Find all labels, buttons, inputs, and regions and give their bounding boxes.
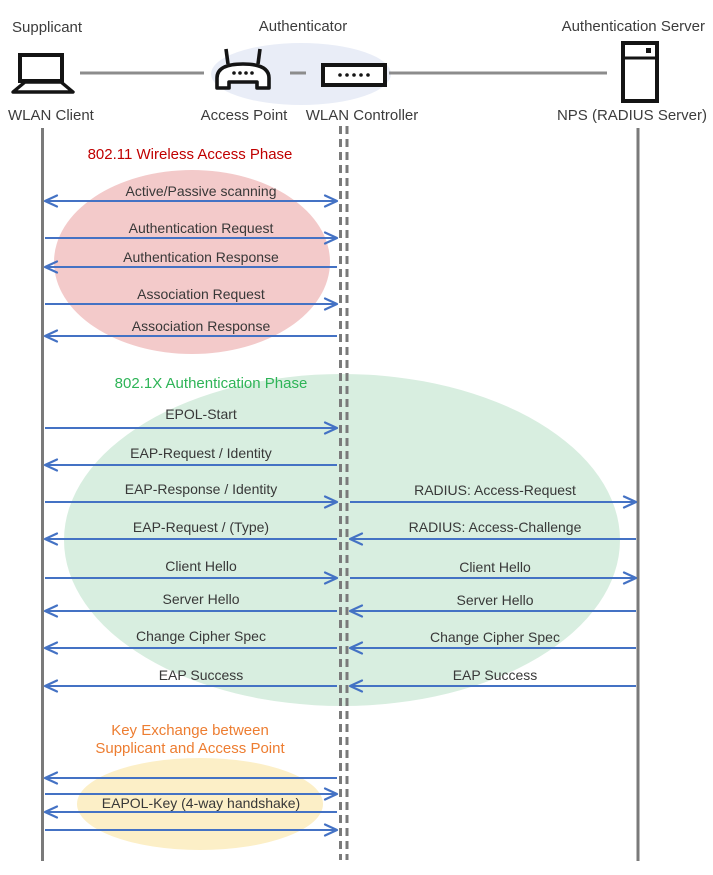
server-icon: [620, 41, 660, 103]
message-label: EAP-Request / Identity: [130, 445, 272, 461]
access-point-icon: [212, 46, 274, 92]
device-label-wlan-client: WLAN Client: [8, 107, 94, 124]
message-label: EAPOL-Key (4-way handshake): [101, 795, 301, 811]
laptop-icon: [10, 53, 76, 95]
message-label: EAP-Request / (Type): [132, 519, 270, 535]
message-label: Server Hello: [456, 592, 534, 608]
message-label: EAP-Response / Identity: [124, 481, 278, 497]
phase2-title: 802.1X Authentication Phase: [114, 375, 308, 392]
message-label: Authentication Request: [128, 220, 274, 236]
role-label-authenticator: Authenticator: [258, 18, 348, 35]
message-label: Association Request: [137, 286, 265, 302]
message-label: Client Hello: [165, 558, 237, 574]
message-label: RADIUS: Access-Request: [414, 482, 576, 498]
device-label-access-point: Access Point: [200, 107, 288, 124]
message-label: RADIUS: Access-Challenge: [408, 519, 582, 535]
message-label: Change Cipher Spec: [430, 629, 560, 645]
phase3-title-line2: Supplicant and Access Point: [95, 740, 285, 757]
message-label: EAP Success: [158, 667, 244, 683]
message-label: Active/Passive scanning: [125, 183, 277, 199]
wlan-controller-icon: [321, 63, 387, 87]
message-label: Authentication Response: [123, 249, 279, 265]
message-label: Change Cipher Spec: [136, 628, 266, 644]
message-label: EPOL-Start: [165, 406, 237, 422]
role-label-supplicant: Supplicant: [12, 19, 83, 36]
message-label: EAP Success: [452, 667, 538, 683]
message-label: Server Hello: [162, 591, 240, 607]
message-label: Association Response: [131, 318, 271, 334]
phase3-title-line1: Key Exchange between: [111, 722, 269, 739]
phase1-title: 802.11 Wireless Access Phase: [87, 146, 293, 163]
message-label: Client Hello: [459, 559, 531, 575]
device-label-wlan-controller: WLAN Controller: [305, 107, 419, 124]
role-label-authentication-server: Authentication Server: [561, 18, 705, 35]
device-label-nps-radius-server: NPS (RADIUS Server): [556, 107, 707, 124]
